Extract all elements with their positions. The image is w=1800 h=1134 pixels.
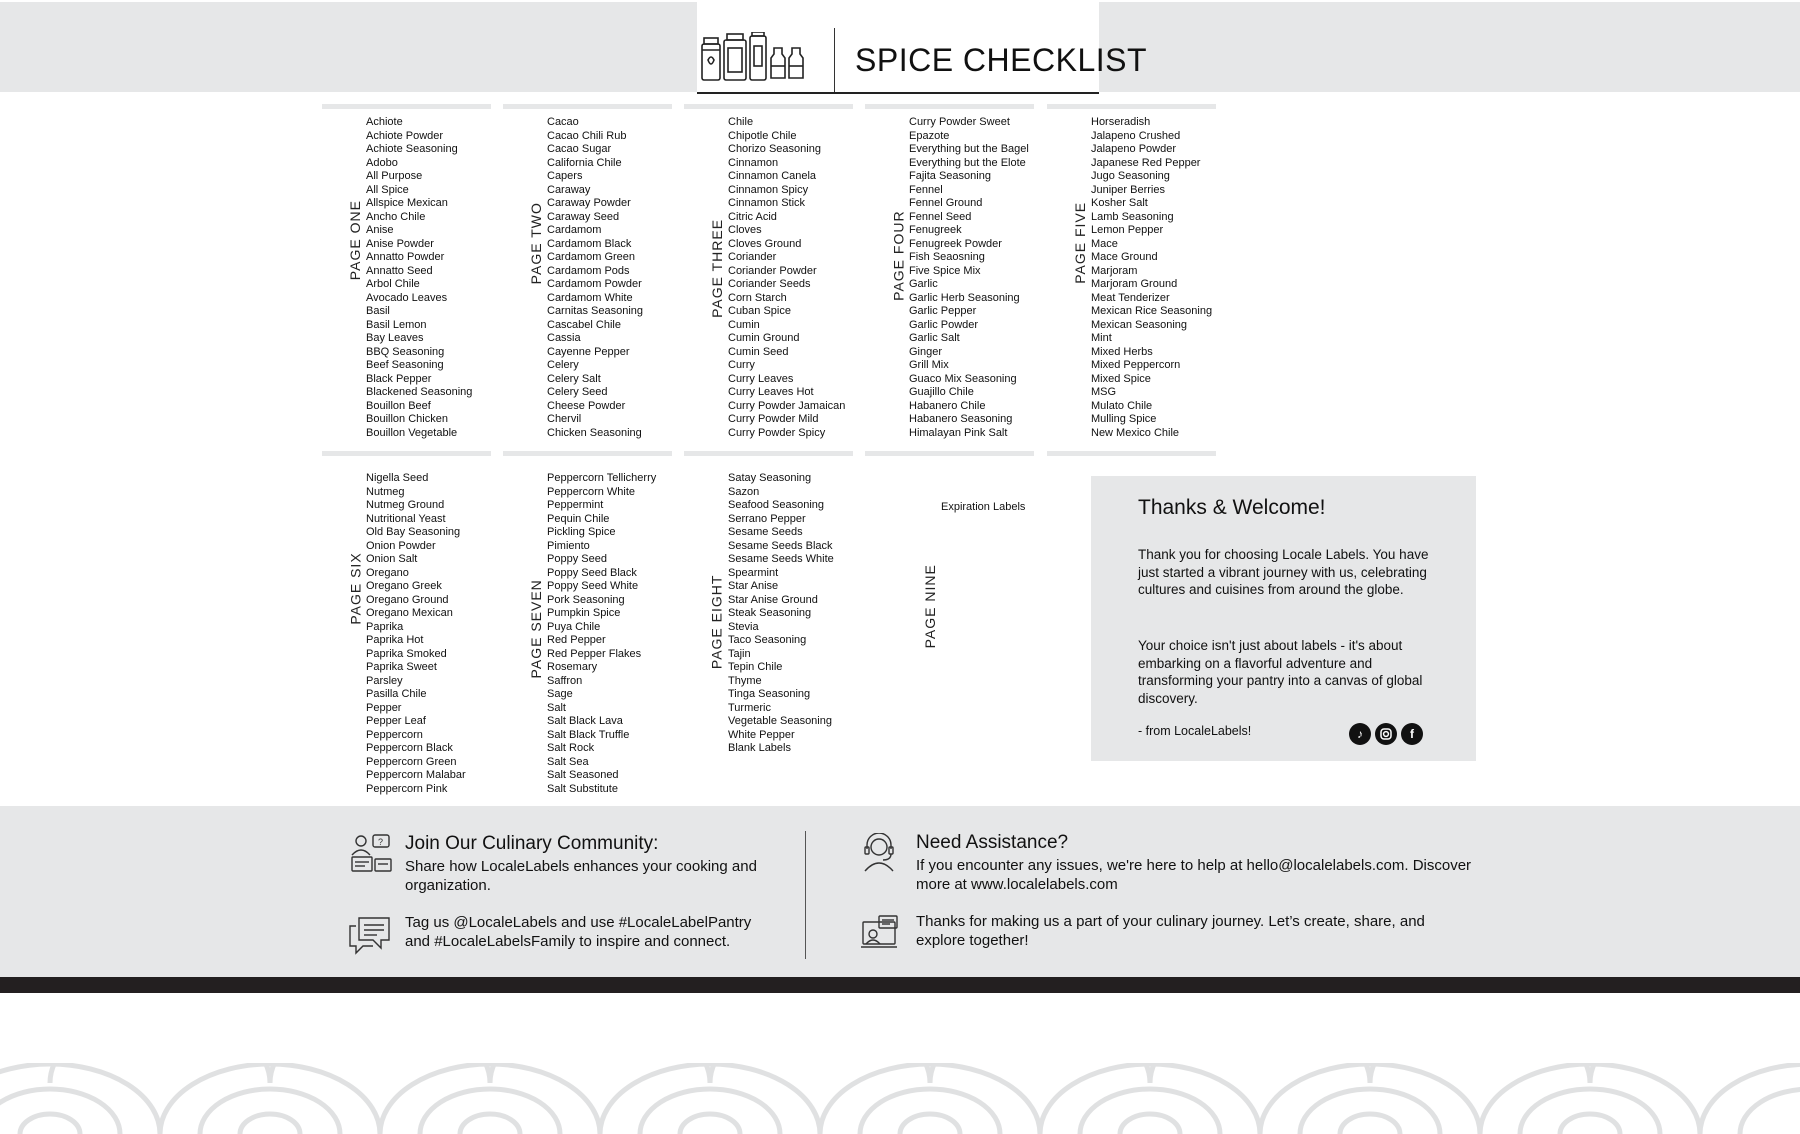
- spice-item: Peppermint: [547, 499, 604, 511]
- spice-item: Cardamom Black: [547, 237, 632, 250]
- spice-item: Sage: [547, 688, 573, 700]
- spice-item: Jalapeno Crushed: [1091, 129, 1181, 142]
- spice-item: Bouillon Vegetable: [366, 426, 458, 439]
- spice-item: Fenugreek: [909, 224, 962, 236]
- spice-item: Cardamom Pods: [547, 264, 630, 277]
- wave-pattern: [0, 1063, 1800, 1134]
- footer-black-band: [0, 977, 1800, 993]
- page-label: PAGE EIGHT: [709, 574, 725, 670]
- spice-item: All Purpose: [366, 170, 423, 182]
- spice-item: Avocado Leaves: [366, 291, 448, 304]
- page-eight-column: [684, 464, 853, 794]
- spice-item: Peppercorn Pink: [366, 782, 448, 795]
- spice-item: Caraway Powder: [547, 197, 631, 209]
- spice-item: Bay Leaves: [366, 332, 424, 344]
- page-label: PAGE FOUR: [890, 210, 906, 301]
- spice-item: Peppercorn Black: [366, 742, 453, 754]
- spice-item: Nigella Seed: [366, 472, 429, 484]
- spice-item: Sesame Seeds: [728, 526, 803, 538]
- spice-list: [366, 116, 472, 440]
- welcome-paragraph-2: Your choice isn't just about labels - it's about embarking on a flavorful adventure and transforming your pantry into a canvas of global discovery.: [1138, 638, 1423, 706]
- spice-item: Pumpkin Spice: [547, 607, 621, 619]
- spice-item: Habanero Chile: [909, 399, 986, 412]
- spice-item: Fenugreek Powder: [909, 237, 1002, 250]
- spice-item: Achiote: [366, 116, 403, 128]
- spice-item: Salt Rock: [547, 742, 595, 754]
- spice-item: Chervil: [547, 413, 582, 425]
- spice-item: Annatto Powder: [366, 251, 445, 263]
- spice-item: Poppy Seed Black: [547, 566, 637, 579]
- spice-item: Salt: [547, 701, 566, 714]
- spice-item: Puya Chile: [547, 620, 601, 633]
- spice-item: Corn Starch: [728, 291, 787, 304]
- spice-item: Stevia: [728, 620, 759, 633]
- spice-item: Garlic Pepper: [909, 305, 977, 317]
- spice-item: Sesame Seeds Black: [728, 539, 833, 552]
- spice-item: Celery Seed: [547, 386, 608, 398]
- spice-item: Serrano Pepper: [728, 512, 806, 525]
- spice-item: Everything but the Elote: [909, 156, 1026, 169]
- spice-item: Mace Ground: [1091, 251, 1158, 263]
- column-bottom-bar: [684, 451, 853, 456]
- spice-item: Red Pepper Flakes: [547, 647, 642, 660]
- spice-list: [909, 116, 1029, 440]
- spice-item: Garlic Powder: [909, 318, 979, 331]
- spice-item: Coriander: [728, 251, 777, 263]
- support-agent-icon: [857, 833, 903, 873]
- page-two-column: [503, 104, 672, 456]
- spice-item: Everything but the Bagel: [909, 143, 1029, 155]
- spice-item: Achiote Powder: [366, 129, 444, 142]
- spice-item: Peppercorn Tellicherry: [547, 472, 657, 484]
- column-top-bar: [865, 104, 1034, 109]
- page-label: PAGE ONE: [347, 200, 363, 281]
- computer-support-icon: [859, 914, 905, 954]
- spice-item: Mexican Seasoning: [1091, 318, 1188, 331]
- spice-item: Pickling Spice: [547, 526, 616, 538]
- spice-item: Marjoram: [1091, 264, 1138, 277]
- spice-item: Mint: [1091, 332, 1112, 344]
- spice-item: Horseradish: [1091, 116, 1151, 128]
- spice-item: Cardamom: [547, 224, 602, 236]
- spice-item: Taco Seasoning: [728, 634, 807, 646]
- spice-item: Achiote Seasoning: [366, 143, 458, 155]
- spice-item: Pork Seasoning: [547, 593, 625, 606]
- spice-item: Anise: [366, 224, 394, 236]
- spice-item: Spearmint: [728, 566, 779, 579]
- spice-item: Cassia: [547, 332, 581, 344]
- spice-item: Lemon Pepper: [1091, 224, 1164, 236]
- tiktok-icon[interactable]: ♪: [1349, 723, 1371, 745]
- spice-item: Steak Seasoning: [728, 607, 812, 619]
- spice-item: Capers: [547, 170, 583, 182]
- spice-item: Epazote: [909, 129, 950, 142]
- page-nine-column: [897, 464, 1066, 649]
- spice-item: Pasilla Chile: [366, 688, 427, 700]
- spice-item: MSG: [1091, 386, 1117, 398]
- spice-item: Salt Substitute: [547, 782, 618, 795]
- spice-item: Paprika: [366, 620, 404, 633]
- spice-item: Cumin Seed: [728, 345, 789, 358]
- spice-item: Mixed Spice: [1091, 372, 1151, 385]
- spice-item: Chipotle Chile: [728, 129, 797, 142]
- spice-item: Beef Seasoning: [366, 359, 444, 371]
- spice-item: Cardamom Green: [547, 251, 636, 263]
- spice-item: Coriander Seeds: [728, 278, 811, 290]
- page-label: PAGE TWO: [528, 202, 544, 285]
- assist-title: Need Assistance?: [916, 832, 1069, 853]
- column-bottom-bar: [865, 451, 1034, 456]
- spice-item: Nutmeg Ground: [366, 499, 445, 511]
- spice-item: Anise Powder: [366, 237, 434, 250]
- page-label: PAGE NINE: [922, 564, 938, 649]
- spice-item: Mulling Spice: [1091, 413, 1157, 425]
- spice-item: Chorizo Seasoning: [728, 143, 821, 155]
- footer-divider: [805, 831, 806, 959]
- spice-item: Cinnamon Spicy: [728, 183, 809, 196]
- spice-item: New Mexico Chile: [1091, 426, 1180, 439]
- spice-item: Pepper Leaf: [366, 715, 426, 727]
- spice-item: Paprika Sweet: [366, 661, 437, 673]
- spice-list: [941, 501, 1025, 515]
- spice-item: Coriander Powder: [728, 264, 817, 277]
- welcome-signature: - from LocaleLabels!: [1138, 724, 1252, 738]
- spice-item: Fajita Seasoning: [909, 170, 991, 182]
- column-bottom-bar: [1047, 451, 1216, 456]
- community-text: Share how LocaleLabels enhances your cooking and organization.: [405, 858, 757, 894]
- spice-item: Cloves Ground: [728, 237, 802, 250]
- spice-item: Onion Powder: [366, 539, 436, 552]
- spice-item: Lamb Seasoning: [1091, 210, 1174, 223]
- spice-list: [1091, 116, 1212, 440]
- spice-list: [728, 116, 845, 440]
- spice-item: Cardamom White: [547, 291, 633, 304]
- spice-item: Citric Acid: [728, 210, 777, 223]
- column-top-bar: [684, 104, 853, 109]
- spice-item: Chile: [728, 116, 754, 128]
- spice-item: Five Spice Mix: [909, 264, 981, 277]
- spice-item: Marjoram Ground: [1091, 278, 1178, 290]
- spice-item: Celery Salt: [547, 372, 601, 385]
- spice-item: Cuban Spice: [728, 305, 791, 317]
- spice-jars-icon: [698, 32, 806, 84]
- spice-item: Pequin Chile: [547, 512, 610, 525]
- spice-item: Himalayan Pink Salt: [909, 426, 1008, 439]
- spice-item: Cumin: [728, 318, 760, 331]
- spice-item: Curry Powder Jamaican: [728, 399, 846, 412]
- spice-item: Kosher Salt: [1091, 197, 1148, 209]
- svg-text:?: ?: [378, 837, 384, 847]
- title-underline: [697, 92, 1099, 94]
- spice-item: White Pepper: [728, 728, 795, 741]
- spice-item: Mace: [1091, 237, 1118, 250]
- spice-item: Garlic Herb Seasoning: [909, 291, 1020, 304]
- spice-list: [366, 472, 466, 796]
- spice-item: Nutmeg: [366, 485, 405, 498]
- spice-item: California Chile: [547, 156, 622, 169]
- spice-item: Adobo: [366, 156, 398, 169]
- spice-item: Tepin Chile: [728, 661, 783, 673]
- page-label: PAGE SEVEN: [528, 579, 544, 679]
- spice-item: Curry Powder Spicy: [728, 426, 826, 439]
- spice-item: Oregano: [366, 566, 409, 579]
- welcome-paragraph-1: Thank you for choosing Locale Labels. You have just started a vibrant journey with us, celebrating cultures and cuisines from around the globe.: [1138, 547, 1429, 597]
- spice-item: Turmeric: [728, 701, 771, 714]
- spice-item: Vegetable Seasoning: [728, 715, 832, 727]
- spice-item: Garlic Salt: [909, 332, 960, 344]
- spice-item: Chicken Seasoning: [547, 426, 642, 439]
- spice-item: Guajillo Chile: [909, 386, 974, 398]
- welcome-title: Thanks & Welcome!: [1138, 496, 1326, 519]
- spice-item: Cacao: [547, 116, 579, 128]
- spice-item: Caraway: [547, 183, 591, 196]
- spice-item: Poppy Seed White: [547, 580, 639, 592]
- spice-item: Curry Powder Mild: [728, 413, 819, 425]
- column-top-bar: [1047, 104, 1216, 109]
- spice-item: Arbol Chile: [366, 278, 420, 290]
- spice-item: Pepper: [366, 701, 402, 714]
- spice-item: Sazon: [728, 485, 760, 498]
- spice-item: Garlic: [909, 278, 938, 290]
- instagram-icon[interactable]: [1375, 723, 1397, 745]
- spice-item: Caraway Seed: [547, 210, 620, 223]
- spice-item: Meat Tenderizer: [1091, 291, 1170, 304]
- spice-item: Guaco Mix Seasoning: [909, 372, 1017, 385]
- spice-list: [547, 472, 656, 796]
- page-four-column: [865, 104, 1034, 456]
- thanks-text: Thanks for making us a part of your culinary journey. Let’s create, share, and explore together!: [916, 913, 1425, 949]
- column-bottom-bar: [322, 451, 491, 456]
- spice-item: Cascabel Chile: [547, 318, 621, 331]
- spice-item: Cinnamon Canela: [728, 170, 817, 182]
- page-label: PAGE FIVE: [1072, 201, 1088, 284]
- page-label: PAGE SIX: [347, 552, 363, 625]
- spice-item: Cacao Chili Rub: [547, 129, 627, 142]
- spice-item: Habanero Seasoning: [909, 413, 1013, 425]
- spice-item: Fish Seaosning: [909, 251, 985, 263]
- spice-item: Annatto Seed: [366, 264, 433, 277]
- facebook-icon[interactable]: f: [1401, 723, 1423, 745]
- spice-item: Mixed Peppercorn: [1091, 359, 1181, 371]
- page-five-column: [1047, 104, 1216, 456]
- spice-item: Paprika Hot: [366, 634, 424, 646]
- spice-item: Sesame Seeds White: [728, 553, 834, 565]
- spice-item: Peppercorn Green: [366, 755, 457, 768]
- spice-item: Bouillon Chicken: [366, 413, 448, 425]
- assist-text: If you encounter any issues, we're here to help at hello@localelabels.com. Discover more at www.localelabels.com: [916, 857, 1472, 893]
- spice-item: Star Anise Ground: [728, 593, 818, 606]
- spice-item: Expiration Labels: [941, 501, 1026, 513]
- spice-item: Red Pepper: [547, 634, 606, 646]
- spice-item: Fennel Seed: [909, 210, 972, 223]
- spice-item: Peppercorn Malabar: [366, 769, 466, 781]
- spice-item: Curry Leaves: [728, 372, 794, 385]
- page-six-column: [322, 464, 491, 794]
- spice-item: Carnitas Seasoning: [547, 305, 644, 317]
- page-one-column: [322, 104, 491, 456]
- spice-item: Thyme: [728, 674, 762, 687]
- spice-item: Peppercorn White: [547, 485, 636, 498]
- spice-item: Rosemary: [547, 661, 598, 673]
- spice-item: Allspice Mexican: [366, 197, 448, 209]
- spice-item: Oregano Mexican: [366, 607, 453, 619]
- spice-item: Blank Labels: [728, 742, 791, 754]
- spice-item: Oregano Ground: [366, 593, 449, 606]
- spice-item: Cinnamon: [728, 156, 779, 169]
- spice-item: Japanese Red Pepper: [1091, 156, 1201, 169]
- spice-item: Basil: [366, 305, 390, 317]
- spice-item: Curry: [728, 359, 755, 371]
- spice-item: Celery: [547, 359, 579, 371]
- spice-list: [547, 116, 643, 440]
- column-top-bar: [322, 104, 491, 109]
- spice-item: Salt Sea: [547, 755, 589, 768]
- spice-item: Tinga Seasoning: [728, 688, 811, 700]
- spice-item: Cheese Powder: [547, 399, 626, 412]
- spice-item: Fennel Ground: [909, 197, 983, 209]
- spice-item: Cinnamon Stick: [728, 197, 806, 209]
- spice-item: Nutritional Yeast: [366, 512, 446, 525]
- spice-item: Cumin Ground: [728, 332, 800, 344]
- spice-item: Poppy Seed: [547, 553, 607, 565]
- spice-item: Cacao Sugar: [547, 143, 612, 155]
- spice-item: Ancho Chile: [366, 210, 426, 223]
- community-title: Join Our Culinary Community:: [405, 833, 659, 854]
- community-icon: [349, 833, 395, 873]
- column-bottom-bar: [503, 451, 672, 456]
- spice-item: Mexican Rice Seasoning: [1091, 305, 1213, 317]
- column-top-bar: [503, 104, 672, 109]
- spice-item: Tajin: [728, 647, 751, 660]
- spice-item: BBQ Seasoning: [366, 345, 445, 358]
- welcome-card: [1091, 476, 1476, 761]
- spice-item: Pimiento: [547, 539, 590, 552]
- spice-item: Fennel: [909, 183, 943, 196]
- spice-item: Cayenne Pepper: [547, 345, 630, 358]
- spice-item: Grill Mix: [909, 359, 949, 371]
- page-label: PAGE THREE: [709, 218, 725, 318]
- spice-item: Star Anise: [728, 580, 779, 592]
- spice-item: Mulato Chile: [1091, 399, 1153, 412]
- spice-item: Blackened Seasoning: [366, 386, 473, 398]
- spice-item: Bouillon Beef: [366, 399, 431, 412]
- page-seven-column: [503, 464, 672, 794]
- spice-item: Ginger: [909, 345, 943, 358]
- spice-item: Oregano Greek: [366, 580, 442, 592]
- spice-item: Jalapeno Powder: [1091, 143, 1177, 155]
- spice-item: Cloves: [728, 224, 762, 236]
- title-divider: [834, 28, 835, 92]
- spice-item: Curry Powder Sweet: [909, 116, 1010, 128]
- spice-item: All Spice: [366, 183, 409, 196]
- spice-item: Peppercorn: [366, 728, 423, 741]
- spice-item: Saffron: [547, 674, 583, 687]
- spice-item: Black Pepper: [366, 372, 432, 385]
- spice-item: Paprika Smoked: [366, 647, 447, 660]
- tag-text: Tag us @LocaleLabels and use #LocaleLabelPantry and #LocaleLabelsFamily to inspire and connect.: [405, 914, 752, 950]
- spice-item: Onion Salt: [366, 553, 418, 565]
- spice-item: Juniper Berries: [1091, 183, 1165, 196]
- spice-item: Salt Black Truffle: [547, 728, 630, 741]
- spice-item: Basil Lemon: [366, 318, 427, 331]
- chat-icon: [347, 916, 393, 956]
- spice-item: Cardamom Powder: [547, 278, 642, 290]
- page-three-column: [684, 104, 853, 456]
- spice-item: Satay Seasoning: [728, 472, 812, 484]
- spice-list: [728, 472, 834, 756]
- spice-item: Curry Leaves Hot: [728, 386, 814, 398]
- spice-item: Jugo Seasoning: [1091, 170, 1170, 182]
- spice-item: Seafood Seasoning: [728, 499, 825, 511]
- spice-item: Mixed Herbs: [1091, 345, 1153, 358]
- spice-item: Parsley: [366, 674, 403, 687]
- spice-item: Salt Seasoned: [547, 769, 619, 781]
- spice-item: Salt Black Lava: [547, 715, 623, 727]
- page-title: SPICE CHECKLIST: [855, 42, 1148, 78]
- spice-item: Old Bay Seasoning: [366, 526, 461, 538]
